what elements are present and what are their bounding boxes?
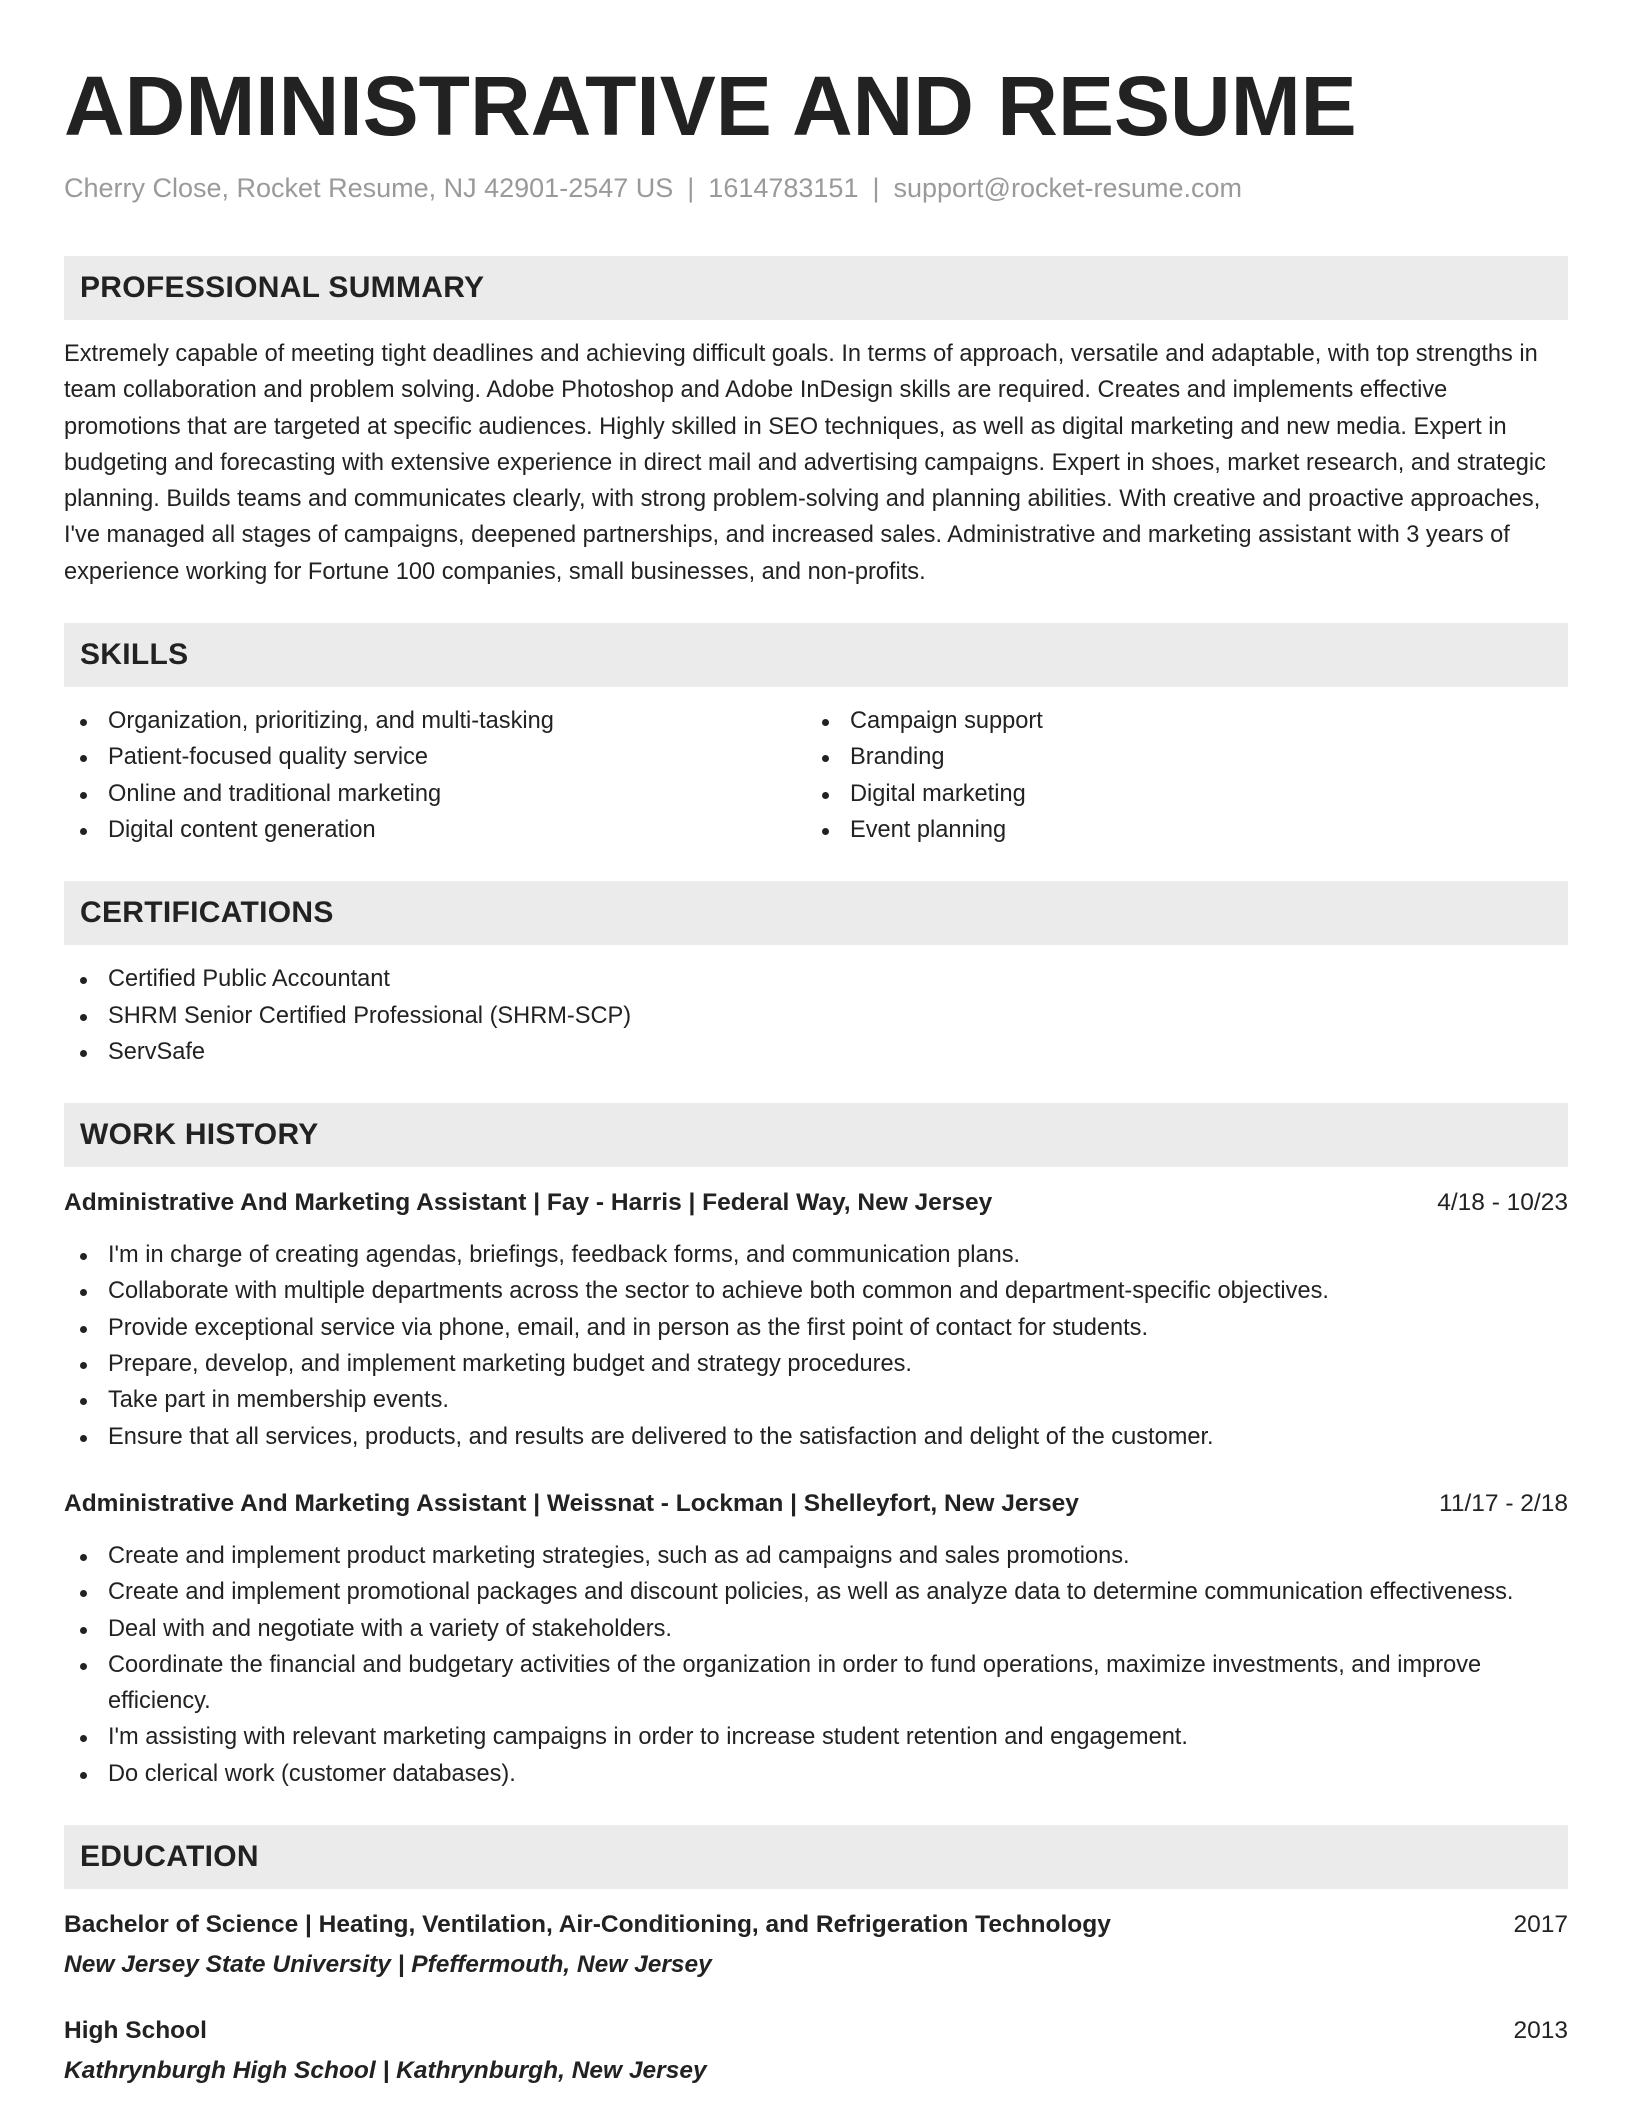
job-heading	[64, 1486, 1568, 1522]
education-year: 2013	[1513, 2017, 1568, 2045]
skill-item: Patient-focused quality service	[64, 739, 806, 775]
skill-item: Campaign support	[806, 703, 1548, 739]
education-degree: High School	[64, 2017, 207, 2045]
summary-text: Extremely capable of meeting tight deadlines and achieving difficult goals. In terms of approach, versatile and adaptable, with top strengths in team collaboration and problem solving. Adobe Photoshop and Adobe InDesign skills are required. Creates and implements effective promotions that are targeted at specific audiences. Highly skilled in SEO techniques, as well as digital marketing and new media. Expert in budgeting and forecasting with extensive experience in direct mail and advertising campaigns. Expert in shoes, market research, and strategic planning. Builds teams and communicates clearly, with strong problem-solving and planning abilities. With creative and proactive approaches, I've managed all stages of campaigns, deepened partnerships, and increased sales. Administrative and marketing assistant with 3 years of experience working for Fortune 100 companies, small businesses, and non-profits.	[64, 341, 1546, 585]
job-duty: Prepare, develop, and implement marketing budget and strategy procedures.	[64, 1346, 1568, 1382]
job-title: Administrative And Marketing Assistant | Fay - Harris | Federal Way, New Jersey	[64, 1189, 993, 1217]
skill-item: Branding	[806, 739, 1548, 775]
section-header-summary: PROFESSIONAL SUMMARY	[64, 256, 1568, 320]
certification-item: SHRM Senior Certified Professional (SHRM-SCP)	[64, 998, 1568, 1034]
contact-line	[64, 170, 1568, 206]
job-duty: I'm in charge of creating agendas, briefings, feedback forms, and communication plans.	[64, 1237, 1568, 1273]
certification-item: ServSafe	[64, 1034, 1568, 1070]
section-header-work-history: WORK HISTORY	[64, 1103, 1568, 1167]
job-dates: 11/17 - 2/18	[1439, 1489, 1568, 1517]
skill-item: Digital marketing	[806, 776, 1548, 812]
contact-separator: |	[687, 173, 695, 203]
contact-phone: 1614783151	[708, 173, 859, 203]
job-duty: Coordinate the financial and budgetary activities of the organization in order to fund operations, maximize investments, and improve efficiency.	[64, 1647, 1568, 1720]
education-school: Kathrynburgh High School | Kathrynburgh, New Jersey	[64, 2057, 707, 2085]
job-heading	[64, 1185, 1568, 1221]
job-duties-list	[64, 1237, 1568, 1455]
contact-address: Cherry Close, Rocket Resume, NJ 42901-2547 US	[64, 173, 674, 203]
section-header-certifications: CERTIFICATIONS	[64, 881, 1568, 945]
education-heading	[64, 2013, 1568, 2049]
skill-item: Event planning	[806, 812, 1548, 848]
job-title: Administrative And Marketing Assistant | Weissnat - Lockman | Shelleyfort, New Jersey	[64, 1489, 1079, 1517]
contact-separator: |	[872, 173, 880, 203]
job-duty: Collaborate with multiple departments across the sector to achieve both common and department-specific objectives.	[64, 1273, 1568, 1309]
job-duty: Provide exceptional service via phone, email, and in person as the first point of contact for students.	[64, 1310, 1568, 1346]
skill-item: Organization, prioritizing, and multi-tasking	[64, 703, 806, 739]
job-dates: 4/18 - 10/23	[1437, 1189, 1568, 1217]
education-year: 2017	[1513, 1911, 1568, 1939]
education-heading	[64, 1907, 1568, 1943]
skill-item: Online and traditional marketing	[64, 776, 806, 812]
job-duty: Do clerical work (customer databases).	[64, 1756, 1568, 1792]
contact-email: support@rocket-resume.com	[893, 173, 1243, 203]
job-duty: Create and implement promotional packages and discount policies, as well as analyze data to determine communication effectiveness.	[64, 1574, 1568, 1610]
job-duty: I'm assisting with relevant marketing campaigns in order to increase student retention and engagement.	[64, 1719, 1568, 1755]
job-duty: Create and implement product marketing strategies, such as ad campaigns and sales promotions.	[64, 1538, 1568, 1574]
skills-list	[64, 703, 1568, 848]
job-duty: Ensure that all services, products, and results are delivered to the satisfaction and delight of the customer.	[64, 1419, 1568, 1455]
skills-column-left	[64, 703, 806, 848]
job-duty: Take part in membership events.	[64, 1382, 1568, 1418]
education-school: New Jersey State University | Pfeffermouth, New Jersey	[64, 1951, 712, 1979]
certifications-list	[64, 961, 1568, 1070]
job-duty: Deal with and negotiate with a variety of stakeholders.	[64, 1611, 1568, 1647]
section-header-education: EDUCATION	[64, 1825, 1568, 1889]
resume-name: ADMINISTRATIVE AND RESUME	[64, 59, 1357, 153]
section-header-skills: SKILLS	[64, 623, 1568, 687]
skills-column-right	[806, 703, 1548, 848]
job-duties-list	[64, 1538, 1568, 1792]
skill-item: Digital content generation	[64, 812, 806, 848]
certification-item: Certified Public Accountant	[64, 961, 1568, 997]
education-degree: Bachelor of Science | Heating, Ventilation, Air-Conditioning, and Refrigeration Technology	[64, 1911, 1111, 1939]
